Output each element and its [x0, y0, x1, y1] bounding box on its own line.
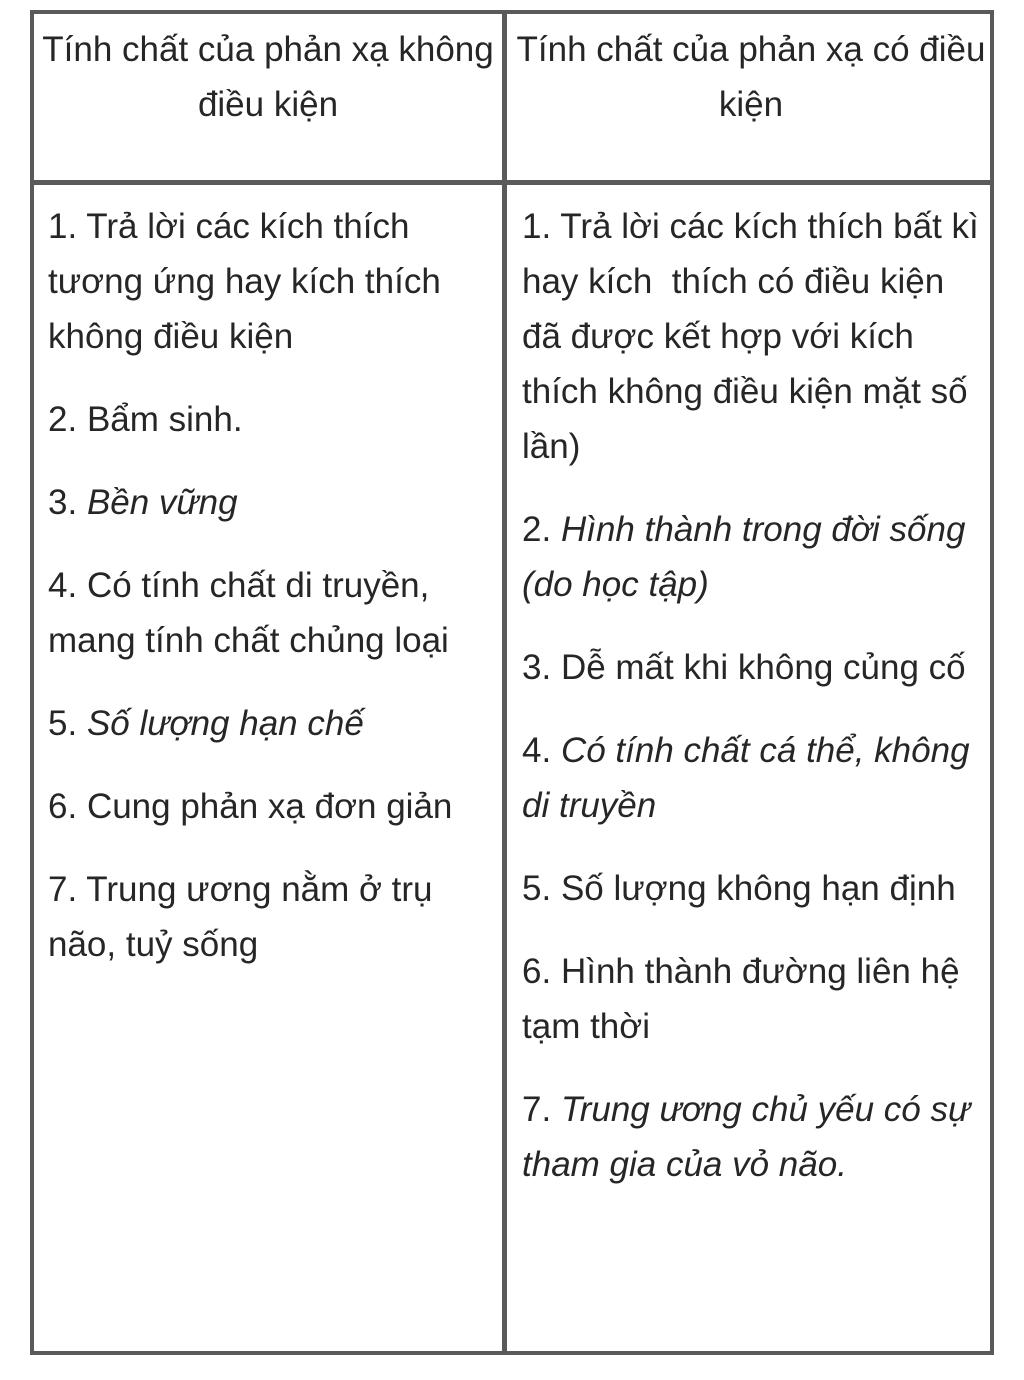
list-item: 7. Trung ương chủ yếu có sự tham gia của vỏ não.	[522, 1090, 971, 1184]
list-item: 2. Bẩm sinh.	[48, 400, 243, 439]
list-item: 3. Dễ mất khi không củng cố	[522, 648, 966, 687]
column-divider	[502, 10, 507, 1355]
list-item: 6. Cung phản xạ đơn giản	[48, 787, 453, 826]
unconditioned-reflex-properties	[48, 199, 494, 1000]
header-divider	[30, 180, 994, 185]
list-item: 4. Có tính chất di truyền, mang tính chất chủng loại	[48, 566, 449, 660]
list-item: 5. Số lượng không hạn định	[522, 869, 956, 908]
list-item: 1. Trả lời các kích thích bất kì hay kích thích có điều kiện đã được kết hợp với kích thích không điều kiện mặt số lần)	[522, 207, 989, 466]
list-item: 4. Có tính chất cá thể, không di truyền	[522, 731, 970, 825]
list-item: 1. Trả lời các kích thích tương ứng hay kích thích không điều kiện	[48, 207, 441, 356]
list-item: 3. Bền vững	[48, 483, 238, 522]
list-item: 7. Trung ương nằm ở trụ não, tuỷ sống	[48, 870, 433, 964]
conditioned-reflex-properties	[522, 199, 989, 1220]
list-item: 5. Số lượng hạn chế	[48, 704, 364, 743]
list-item: 2. Hình thành trong đời sống (do học tập)	[522, 510, 966, 604]
header-unconditioned-reflex: Tính chất của phản xạ không điều kiện	[42, 30, 494, 124]
header-conditioned-reflex: Tính chất của phản xạ có điều kiện	[516, 30, 986, 124]
list-item: 6. Hình thành đường liên hệ tạm thời	[522, 952, 960, 1046]
